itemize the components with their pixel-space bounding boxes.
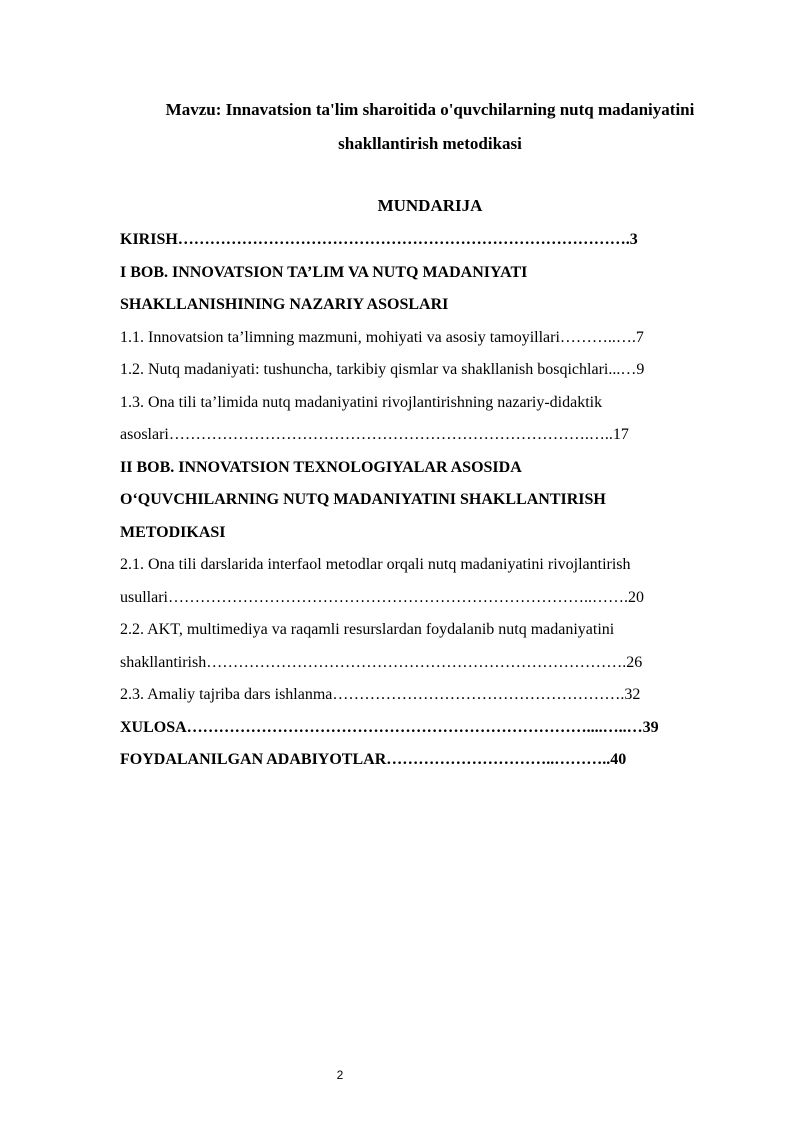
toc-chapter-2-title-line-3[interactable]: METODIKASI [120, 523, 226, 541]
contents-heading: MUNDARIJA [377, 196, 483, 215]
toc-chapter-1-title-line-2[interactable]: SHAKLLANISHINING NAZARIY ASOSLARI [120, 296, 449, 313]
toc-entry-introduction[interactable]: KIRISH………………………………………………………………………….3 [120, 231, 638, 248]
toc-section-1-2[interactable]: 1.2. Nutq madaniyati: tushuncha, tarkibiy qismlar va shakllanish bosqichlari...…9 [120, 361, 645, 378]
toc-section-2-2-line-2[interactable]: shakllantirish…………………………………………………………………….26 [120, 653, 643, 671]
toc-entry-references[interactable]: FOYDALANILGAN ADABIYOTLAR…………………………..………..40 [120, 751, 627, 768]
table-of-contents [120, 224, 740, 777]
toc-chapter-1-title-line-1[interactable]: I BOB. INNOVATSION TA’LIM VA NUTQ MADANIYATI [120, 263, 528, 281]
toc-section-2-1-line-2[interactable]: usullari……………………………………………………………………..…….20 [120, 588, 644, 606]
toc-section-1-3-line-1[interactable]: 1.3. Ona tili ta’limida nutq madaniyatini rivojlantirishning nazariy-didaktik [120, 393, 603, 411]
toc-chapter-2-title-line-2[interactable]: O‘QUVCHILARNING NUTQ MADANIYATINI SHAKLLANTIRISH [120, 491, 606, 508]
title-line-1: Mavzu: Innavatsion ta'lim sharoitida o'quvchilarning nutq madaniyatini [165, 100, 695, 119]
title-line-2: shakllantirish metodikasi [338, 134, 522, 153]
toc-section-1-1[interactable]: 1.1. Innovatsion ta’limning mazmuni, mohiyati va asosiy tamoyillari………..….7 [120, 328, 644, 346]
document-title [110, 93, 750, 161]
toc-section-2-1-line-1[interactable]: 2.1. Ona tili darslarida interfaol metodlar orqali nutq madaniyatini rivojlantirish [120, 556, 631, 573]
toc-section-2-3[interactable]: 2.3. Amaliy tajriba dars ishlanma……………………………………………….32 [120, 686, 641, 703]
toc-section-1-3-line-2[interactable]: asoslari…………………………………………………………………….…..17 [120, 426, 629, 443]
toc-chapter-2-title-line-1[interactable]: II BOB. INNOVATSION TEXNOLOGIYALAR ASOSIDA [120, 458, 522, 476]
page-number: 2 [336, 1068, 344, 1082]
toc-entry-conclusion[interactable]: XULOSA…………………………………………………………………....…..…39 [120, 718, 659, 736]
toc-section-2-2-line-1[interactable]: 2.2. AKT, multimediya va raqamli resurslardan foydalanib nutq madaniyatini [120, 621, 615, 638]
